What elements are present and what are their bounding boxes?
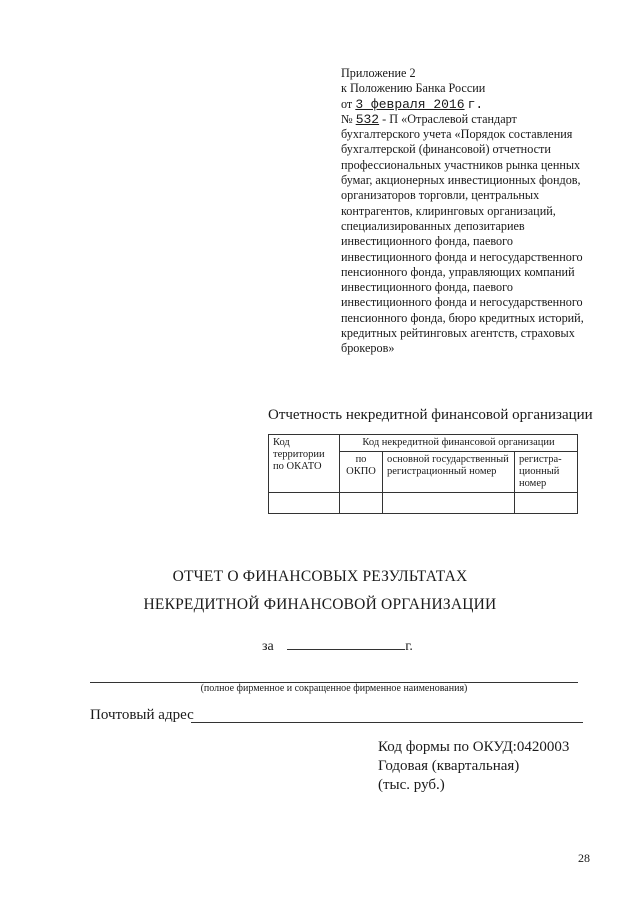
appendix-body-line: профессиональных участников рынка ценных [341, 157, 581, 172]
report-title-line1: ОТЧЕТ О ФИНАНСОВЫХ РЕЗУЛЬТАТАХ [172, 568, 468, 585]
report-title-line2: НЕКРЕДИТНОЙ ФИНАНСОВОЙ ОРГАНИЗАЦИИ [143, 596, 497, 613]
okpo-value-cell[interactable] [340, 493, 383, 514]
appendix-title: Приложение 2 [341, 66, 416, 80]
appendix-body-line: специализированных депозитариев [341, 218, 525, 233]
postal-address-label: Почтовый адрес [90, 707, 194, 723]
appendix-body-line: бумаг, акционерных инвестиционных фондов, [341, 173, 581, 188]
number-value: 532 [355, 111, 380, 127]
period-field[interactable] [287, 637, 405, 650]
appendix-number-line [341, 112, 603, 127]
number-suffix: - П «Отраслевой стандарт [382, 111, 517, 126]
number-prefix: № [341, 111, 353, 126]
appendix-body-line: инвестиционного фонда и негосударственного [341, 295, 583, 310]
date-prefix: от [341, 96, 353, 111]
appendix-body-line: контрагентов, клиринговых организаций, [341, 203, 556, 218]
reporting-header: Отчетность некредитной финансовой организации [268, 407, 593, 423]
okpo-header: по ОКПО [340, 452, 383, 493]
okato-header: Код территории по ОКАТО [269, 435, 340, 493]
appendix-body-line: бухгалтерского учета «Порядок составления [341, 127, 573, 142]
appendix-regulation: к Положению Банка России [341, 81, 486, 96]
appendix-body-line: инвестиционного фонда и негосударственного [341, 249, 583, 264]
appendix-body-line: кредитных рейтинговых агентств, страховых [341, 326, 575, 341]
appendix-body-line: инвестиционного фонда, паевого [341, 280, 513, 295]
appendix-date-line [341, 97, 603, 112]
period-suffix: г. [405, 639, 413, 654]
organization-code-header: Код некредитной финансовой организации [340, 435, 578, 452]
reg-number-value-cell[interactable] [515, 493, 578, 514]
postal-address-field[interactable] [191, 722, 583, 723]
appendix-body-line: инвестиционного фонда, паевого [341, 234, 513, 249]
appendix-body-line: пенсионного фонда, управляющих компаний [341, 264, 575, 279]
date-value: 3 февраля 2016 [355, 96, 465, 112]
okato-value-cell[interactable] [269, 493, 340, 514]
okud-code: Код формы по ОКУД:0420003 [378, 739, 570, 755]
date-suffix: г. [467, 96, 484, 112]
period-prefix: за [262, 639, 274, 654]
periodicity: Годовая (квартальная) [378, 758, 520, 774]
units: (тыс. руб.) [378, 777, 445, 793]
appendix-reference [341, 66, 603, 357]
ogrn-value-cell[interactable] [383, 493, 515, 514]
ogrn-header: основной государственный регистрационный номер [383, 452, 515, 493]
appendix-body-line: брокеров» [341, 341, 395, 356]
page-number: 28 [578, 851, 590, 865]
codes-table [268, 434, 578, 514]
appendix-body-line: пенсионного фонда, бюро кредитных историй, [341, 310, 584, 325]
appendix-body-line: организаторов торговли, центральных [341, 188, 540, 203]
form-code-block [378, 738, 569, 795]
organization-name-caption: (полное фирменное и сокращенное фирменное наименования) [200, 683, 468, 694]
appendix-body-line: бухгалтерской (финансовой) отчетности [341, 142, 551, 157]
reg-number-header: регистра-ционный номер [515, 452, 578, 493]
period-line [262, 637, 413, 655]
